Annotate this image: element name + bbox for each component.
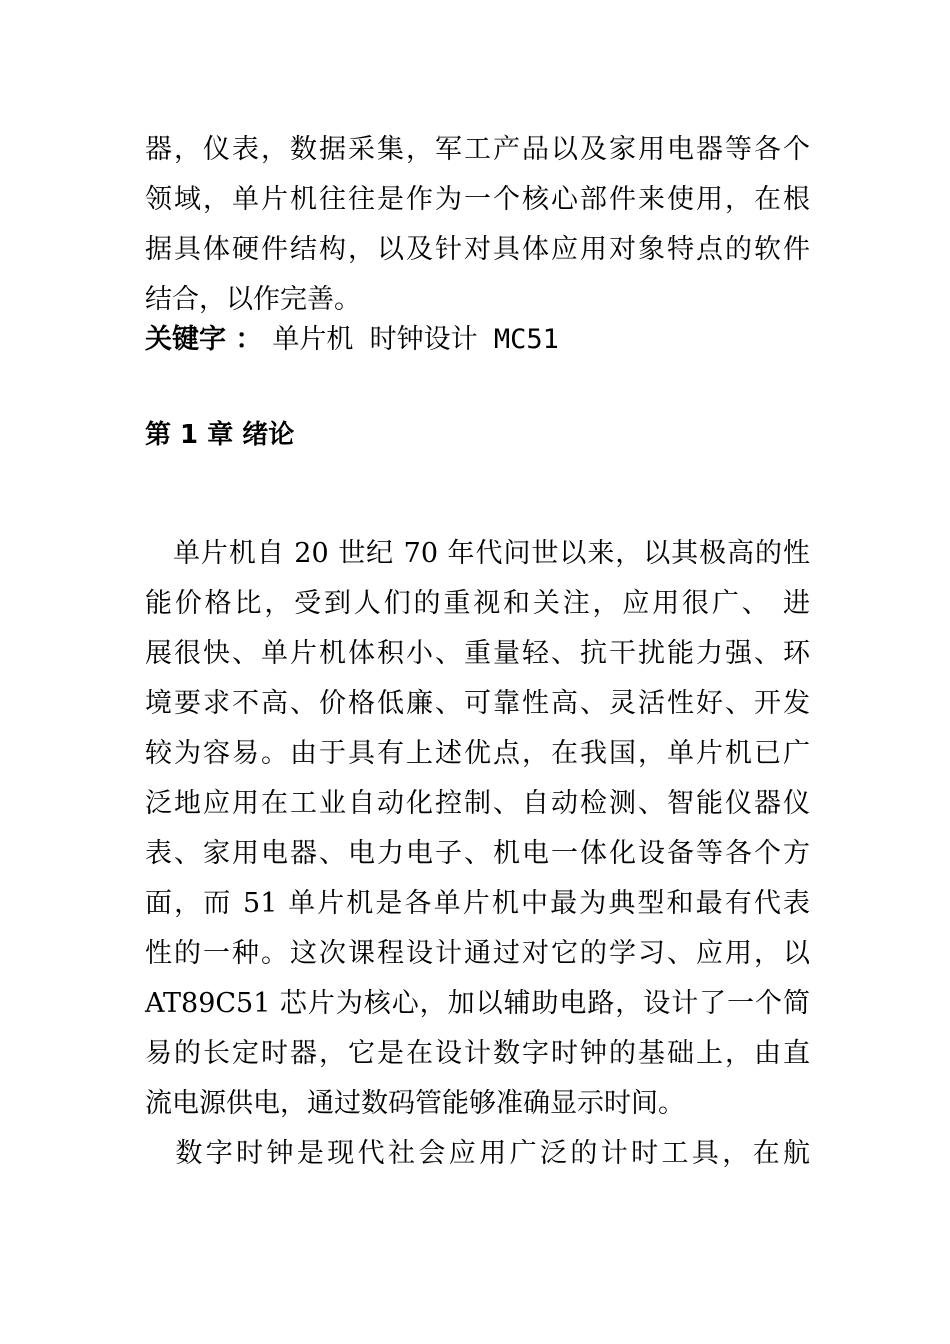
paragraph-line: 展很快、单片机体积小、重量轻、抗干扰能力强、环 xyxy=(145,638,810,669)
paragraph-line: 易的长定时器，它是在设计数字时钟的基础上，由直 xyxy=(145,1038,810,1069)
paragraph-line: 流电源供电，通过数码管能够准确显示时间。 xyxy=(145,1088,685,1119)
paragraph-line: 表、家用电器、电力电子、机电一体化设备等各个方 xyxy=(145,838,810,869)
paragraph-line: 性的一种。这次课程设计通过对它的学习、应用，以 xyxy=(145,938,810,969)
paragraph-line: 单片机自 20 世纪 70 年代问世以来，以其极高的性 xyxy=(145,538,810,569)
abstract-line: 器，仪表，数据采集，军工产品以及家用电器等各个 xyxy=(145,134,810,165)
abstract-line: 领域，单片机往往是作为一个核心部件来使用，在根 xyxy=(145,184,810,215)
paragraph-line: AT89C51 芯片为核心，加以辅助电路，设计了一个简 xyxy=(145,988,810,1019)
paragraph-line: 泛地应用在工业自动化控制、自动检测、智能仪器仪 xyxy=(145,788,810,819)
keywords-label: 关键字 ： xyxy=(145,324,263,355)
keywords-line xyxy=(145,322,810,358)
paragraph-line: 境要求不高、价格低廉、可靠性高、灵活性好、开发 xyxy=(145,688,810,719)
chapter-heading: 第 1 章 绪论 xyxy=(145,420,295,450)
paragraph-line: 能价格比，受到人们的重视和关注，应用很广、 进 xyxy=(145,588,810,619)
keywords-value: 单片机 时钟设计 MC51 xyxy=(272,324,559,355)
paragraph-line: 面，而 51 单片机是各单片机中最为典型和最有代表 xyxy=(145,888,810,919)
paragraph-line: 较为容易。由于具有上述优点，在我国，单片机已广 xyxy=(145,738,810,769)
abstract-line: 结合，以作完善。 xyxy=(145,284,361,315)
paragraph-line: 数字时钟是现代社会应用广泛的计时工具，在航 xyxy=(145,1138,810,1169)
abstract-line: 据具体硬件结构，以及针对具体应用对象特点的软件 xyxy=(145,234,810,265)
